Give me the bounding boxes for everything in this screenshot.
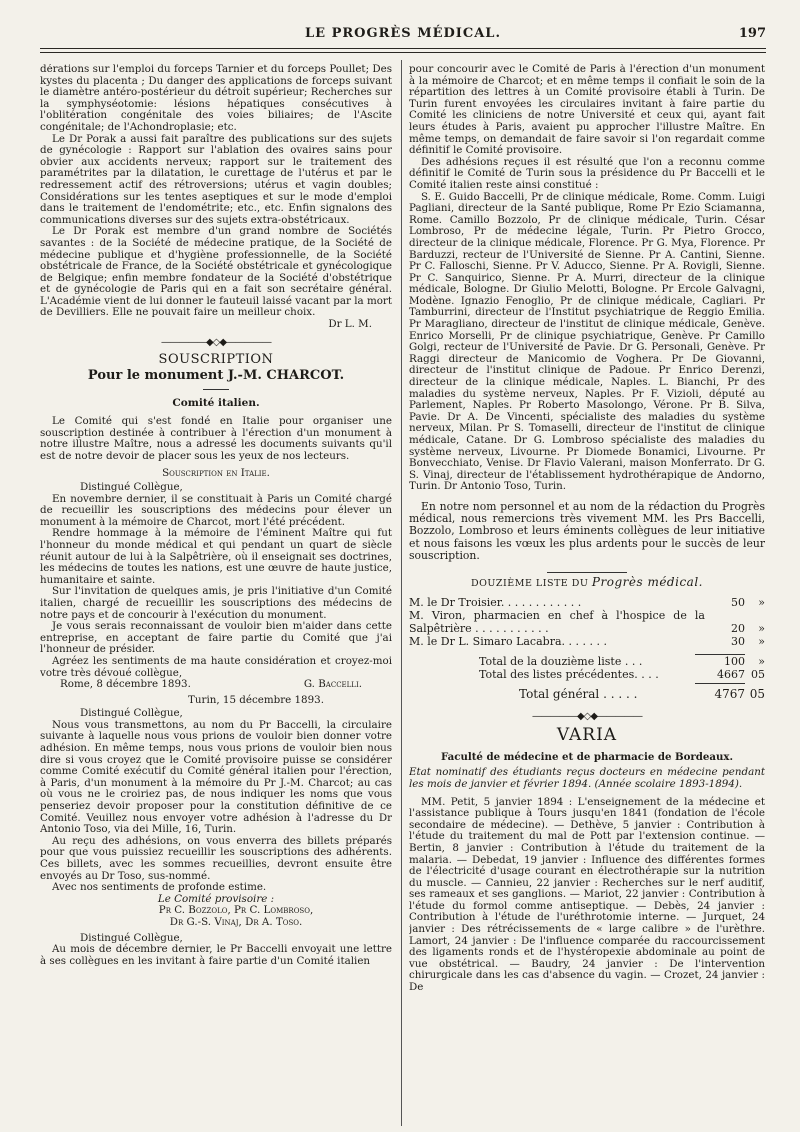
list-rule (547, 572, 627, 573)
donor-unit: » (758, 634, 765, 648)
donor-name: M. Viron, pharmacien en chef à l'hospice de la Salpêtrière . . . . . . . . . . . (409, 608, 705, 635)
list-title-small: DOUZIÈME LISTE DU (471, 577, 589, 589)
paragraph-concourir: pour concourir avec le Comité de Paris à l'érection d'un monument à la mémoire de Charcot; et en même temps il confiait le soin de la répartition des lettres à un Comité provisoire établi à Turin. De Turin furent envoyées les circulaires invitant à faire partie du Comité les cliniciens de notre Université et ceux qui, ayant fait leurs études à Paris, avaient pu approcher l'illustre Maître. En même temps, on demandait de faire savoir si l'on regardait comme définitif le Comité provisoire. (409, 64, 765, 157)
paragraph-porak-societies: Le Dr Porak est membre d'un grand nombre de Sociétés savantes : de la Société de médecine pratique, de la Société de médecine publique et d'hygiène professionnelle, de la Société obstétricale de France, de la Société obstétricale et gynécologique de Belgique; enfin membre fondateur de la Société d'obstétrique et de gynécologie de Paris qui en a fait son secrétaire général. L'Académie vient de lui donner le fauteuil laissé vacant par la mort de Devilliers. Elle ne pouvait faire un meilleur choix. (40, 225, 392, 319)
subtitle-souscription-italie: Souscription en Italie. (162, 467, 270, 480)
list-title-journal: Progrès médical. (591, 574, 703, 589)
total-previous-row (409, 668, 765, 681)
list-item (409, 635, 765, 648)
article-signature: Dr L. M. (328, 318, 372, 331)
total-previous-amount: 4667 (717, 667, 745, 681)
total-twelfth-unit: » (758, 654, 765, 668)
paragraph-members: S. E. Guido Baccelli, Pr de clinique médicale, Rome. Comm. Luigi Pagliani, directeur de la Santé publique, Rome Pr Ezio Sciamanna, Rome. Camillo Bozzolo, Pr de clinique médicale, Turin. César Lombroso, Pr de médecine légale, Turin. Pr Pietro Grocco, directeur de la clinique médicale, Florence. Pr G. Mya, Florence. Pr Barduzzi, recteur de l'Université de Sienne. Pr A. Cantini, Sienne. Pr C. Falloschi, Sienne. Pr V. Aducco, Sienne. Pr A. Rovigli, Sienne. Pr C. Sanquirico, Sienne. Pr A. Murri, directeur de la clinique médicale, Bologne. Dr Giulio Melotti, Bologne. Pr Ercole Galvagni, Modène. Ignazio Fenoglio, Pr de clinique médicale, Cagliari. Pr Tamburrini, directeur de l'Institut psychiatrique de Reggio Emilia. Pr Maragliano, directeur de l'institut de clinique médicale, Genève. Enrico Morselli, Pr de clinique psychiatrique, Genève. Pr Camillo Golgi, recteur de l'Université de Pavie. Dr G. Personali, Genève. Pr Raggi directeur de Manicomio de Voghera. Pr De Giovanni, directeur de l'institut clinique de Padoue. Pr Enrico Derenzi, directeur de la clinique médicale, Naples. L. Bianchi, Pr des maladies du système nerveux, Naples. Pr F. Vizioli, député au Parlement, Naples. Pr Roberto Masolongo, Vérone. Pr B. Silva, Pavie. Dr A. De Vincenti, spécialiste des maladies du système nerveux, Milan. Pr S. Tomaselli, directeur de l'institut de clinique médicale, Catane. Dr G. Lombroso spécialiste des maladies du système nerveux, Livourne. Pr Diomede Bonamici, Livourne. Pr Bonvecchiato, Venise. Dr Flavio Valerani, maison Monferrato. Dr G. S. Vinaj, directeur de l'établissement hydrothérapique de Andorno, Turin. Dr Antonio Toso, Turin. (409, 190, 765, 493)
short-rule (203, 389, 229, 390)
paragraph-comite: Le Comité qui s'est fondé en Italie pour organiser une souscription destinée à contribuer à l'érection d'un monument à notre illustre Maître, nous a adressé les documents suivants qu'il est de notre devoir de placer sous les yeux de nos lecteurs. (40, 415, 392, 462)
right-column (409, 64, 765, 994)
header-rule (40, 48, 766, 49)
date-turin: Turin, 15 décembre 1893. (188, 693, 324, 706)
total-general-label: Total général . . . . . (519, 686, 638, 701)
journal-title: LE PROGRÈS MÉDICAL. (305, 26, 501, 41)
donor-amount: 50 (731, 595, 745, 609)
header-rule-thin (40, 52, 766, 53)
paragraph-theses: MM. Petit, 5 janvier 1894 : L'enseignement de la médecine et l'assistance publique à Tours jusqu'en 1841 (fondation de l'école secondaire de médecine). — Dethève, 5 janvier : Contribution à l'étude du traitement du mal de Pott par l'extension continue. — Bertin, 8 janvier : Contribution à l'étude du traitement de la malaria. — Debedat, 19 janvier : Influence des différentes formes de l'électricité d'usage courant en électrothérapie sur la nutrition du muscle. — Cannieu, 22 janvier : Recherches sur le nerf auditif, ses rameaux et ses ganglions. — Mariot, 22 janvier : Contribution à l'étude du formol comme antiseptique. — Debès, 24 janvier : Contribution à l'étude de l'uréthrotomie interne. — Jurquet, 24 janvier : Des rétrécissements de « large calibre » de l'urèthre. Lamort, 24 janvier : De l'influence comparée du raccourcissement des ligaments ronds et de l'hystéropexie abdominale au point de vue obstétrical. — Baudry, 24 janvier : De l'intervention chirurgicale dans les cas d'absence du vagin. — Crozet, 24 janvier : De (409, 795, 765, 994)
subscription-list (409, 596, 765, 701)
page-header (40, 26, 766, 46)
signature-date-rome: Rome, 8 décembre 1893. (60, 678, 191, 691)
total-general-row (409, 688, 765, 701)
paragraph-porak-gynecology: Le Dr Porak a aussi fait paraître des publications sur des sujets de gynécologie : Rapport sur l'ablation des ovaires sains pour obvier aux accidents nerveux; rapport sur le traitement des paramétrites par la dilatation, le curettage de l'utérus et par le redressement actif des rétroversions; utérus et vagin doubles; Considérations sur les tentes aseptiques et sur le mode d'emploi dans le traitement de l'endométrite; etc., etc. Enfin signalons des communications diverses sur des sujets extra-obstétricaux. (40, 132, 392, 226)
donor-unit: » (758, 595, 765, 609)
article-continued: dérations sur l'emploi du forceps Tarnier et du forceps Poullet; Des kystes du placenta ; Du danger des applications de forceps suivant le diamètre antéro-postérieur du détroit supérieur; Recherches sur la symphyséotomie: lésions hépatiques consécutives à l'oblitération congénitale des voies biliaires; de l'Ascite congénitale; de l'Achondroplasie; etc. (40, 64, 392, 133)
paragraph-agreez: Agréez les sentiments de ma haute considération et croyez-moi votre très dévoué collègue, (40, 654, 392, 679)
list-item (409, 596, 765, 609)
signature-rome (40, 679, 392, 691)
total-twelfth-amount: 100 (724, 654, 745, 668)
column-separator (401, 60, 402, 1126)
section-title-souscription: SOUSCRIPTION (158, 352, 274, 368)
donor-name: M. le Dr Troisier. . . . . . . . . . . . (409, 595, 582, 609)
salutation-3: Distingué Collègue, (80, 931, 183, 944)
paragraph-reconnaissant: Je vous serais reconnaissant de vouloir bien m'aider dans cette entreprise, en acceptant de faire partie du Comité que j'ai l'honneur de présider. (40, 620, 392, 656)
donor-name: M. le Dr L. Simaro Lacabra. . . . . . . (409, 634, 607, 648)
comite-names-1: Pr C. Bozzolo, Pr C. Lombroso, (158, 904, 314, 917)
total-previous-unit: 05 (751, 667, 765, 681)
total-general-amount: 4767 (714, 686, 745, 701)
donor-amount: 20 (731, 621, 745, 635)
comite-names-2: Dr G.-S. Vinaj, Dr A. Toso. (169, 915, 303, 928)
paragraph-invitation: Sur l'invitation de quelques amis, je pris l'initiative d'un Comité italien, chargé de recueillir les souscriptions des médecins de notre pays et de concourir à l'exécution du monument. (40, 585, 392, 621)
donor-amount: 30 (731, 634, 745, 648)
sum-rule (695, 683, 745, 684)
page-number: 197 (738, 26, 766, 41)
left-column (40, 64, 392, 967)
section-separator: —————◆◇◆————— (160, 336, 272, 348)
paragraph-sentiments: Avec nos sentiments de profonde estime. (52, 881, 267, 894)
subtitle-comite-italien: Comité italien. (172, 397, 260, 410)
total-general-unit: 05 (749, 686, 765, 701)
section-title-varia: VARIA (556, 725, 618, 746)
section-title-charcot: Pour le monument J.-M. CHARCOT. (87, 367, 345, 383)
salutation-2: Distingué Collègue, (80, 707, 183, 720)
comite-provisoire-label: Le Comité provisoire : (157, 892, 275, 905)
paragraph-etat-nominatif: Etat nominatif des étudiants reçus docteurs en médecine pendant les mois de janvier et février 1894. (Année scolaire 1893-1894). (409, 766, 765, 790)
paragraph-transmettons: Nous vous transmettons, au nom du Pr Baccelli, la circulaire suivante à laquelle nous vous prions de vouloir bien donner votre adhésion. En même temps, nous vous prions de vouloir bien nous dire si vous croyez que le Comité provisoire puisse se considérer comme Comité exécutif du Comité général italien pour l'érection, à Paris, d'un monument à la mémoire du Pr J.-M. Charcot; au cas où vous ne le croiriez pas, de nous indiquer les noms que vous penseriez devoir proposer pour la constitution définitive de ce Comité. Veuillez nous envoyer votre adhésion à l'adresse du Dr Antonio Toso, via dei Mille, 16, Turin. (40, 718, 392, 836)
list-item (409, 609, 765, 635)
section-separator: —————◆◇◆————— (531, 710, 643, 722)
total-twelfth-row (409, 655, 765, 668)
donor-unit: » (758, 621, 765, 635)
paragraph-adhesions: Des adhésions reçues il est résulté que l'on a reconnu comme définitif le Comité de Turin sous la présidence du Pr Baccelli et le Comité italien reste ainsi constitué : (409, 155, 765, 191)
total-previous-label: Total des listes précédentes. . . . (479, 667, 659, 681)
subtitle-faculte-bordeaux: Faculté de médecine et de pharmacie de Bordeaux. (440, 750, 734, 763)
paragraph-recu: Au reçu des adhésions, on vous enverra des billets préparés pour que vous puissiez recueillir les souscriptions des adhérents. Ces billets, avec les sommes recueillies, devront ensuite être envoyés au Dr Toso, sus-nommé. (40, 834, 392, 882)
salutation-1: Distingué Collègue, (80, 481, 183, 493)
total-twelfth-label: Total de la douzième liste . . . (479, 654, 643, 668)
signature-baccelli: G. Baccelli. (303, 678, 362, 691)
paragraph-hommage: Rendre hommage à la mémoire de l'éminent Maître qui fut l'honneur du monde médical et qui pendant un quart de siècle réunit autour de lui à la Salpêtrière, où il enseignait ses doctrines, les médecins de toutes les nations, est une œuvre de haute justice, humanitaire et sainte. (40, 527, 392, 586)
paragraph-decembre: Au mois de décembre dernier, le Pr Baccelli envoyait une lettre à ses collègues en les invitant à faire partie d'un Comité italien (40, 943, 392, 967)
paragraph-novembre: En novembre dernier, il se constituait à Paris un Comité chargé de recueillir les souscriptions des médecins pour élever un monument à la mémoire de Charcot, mort l'été précédent. (40, 492, 392, 528)
list-title (409, 574, 765, 590)
paragraph-remercions: En notre nom personnel et au nom de la rédaction du Progrès médical, nous remercions très vivement MM. les Prs Baccelli, Bozzolo, Lombroso et leurs éminents collègues de leur initiative et nous faisons les vœux les plus ardents pour le succès de leur souscription. (409, 499, 765, 562)
